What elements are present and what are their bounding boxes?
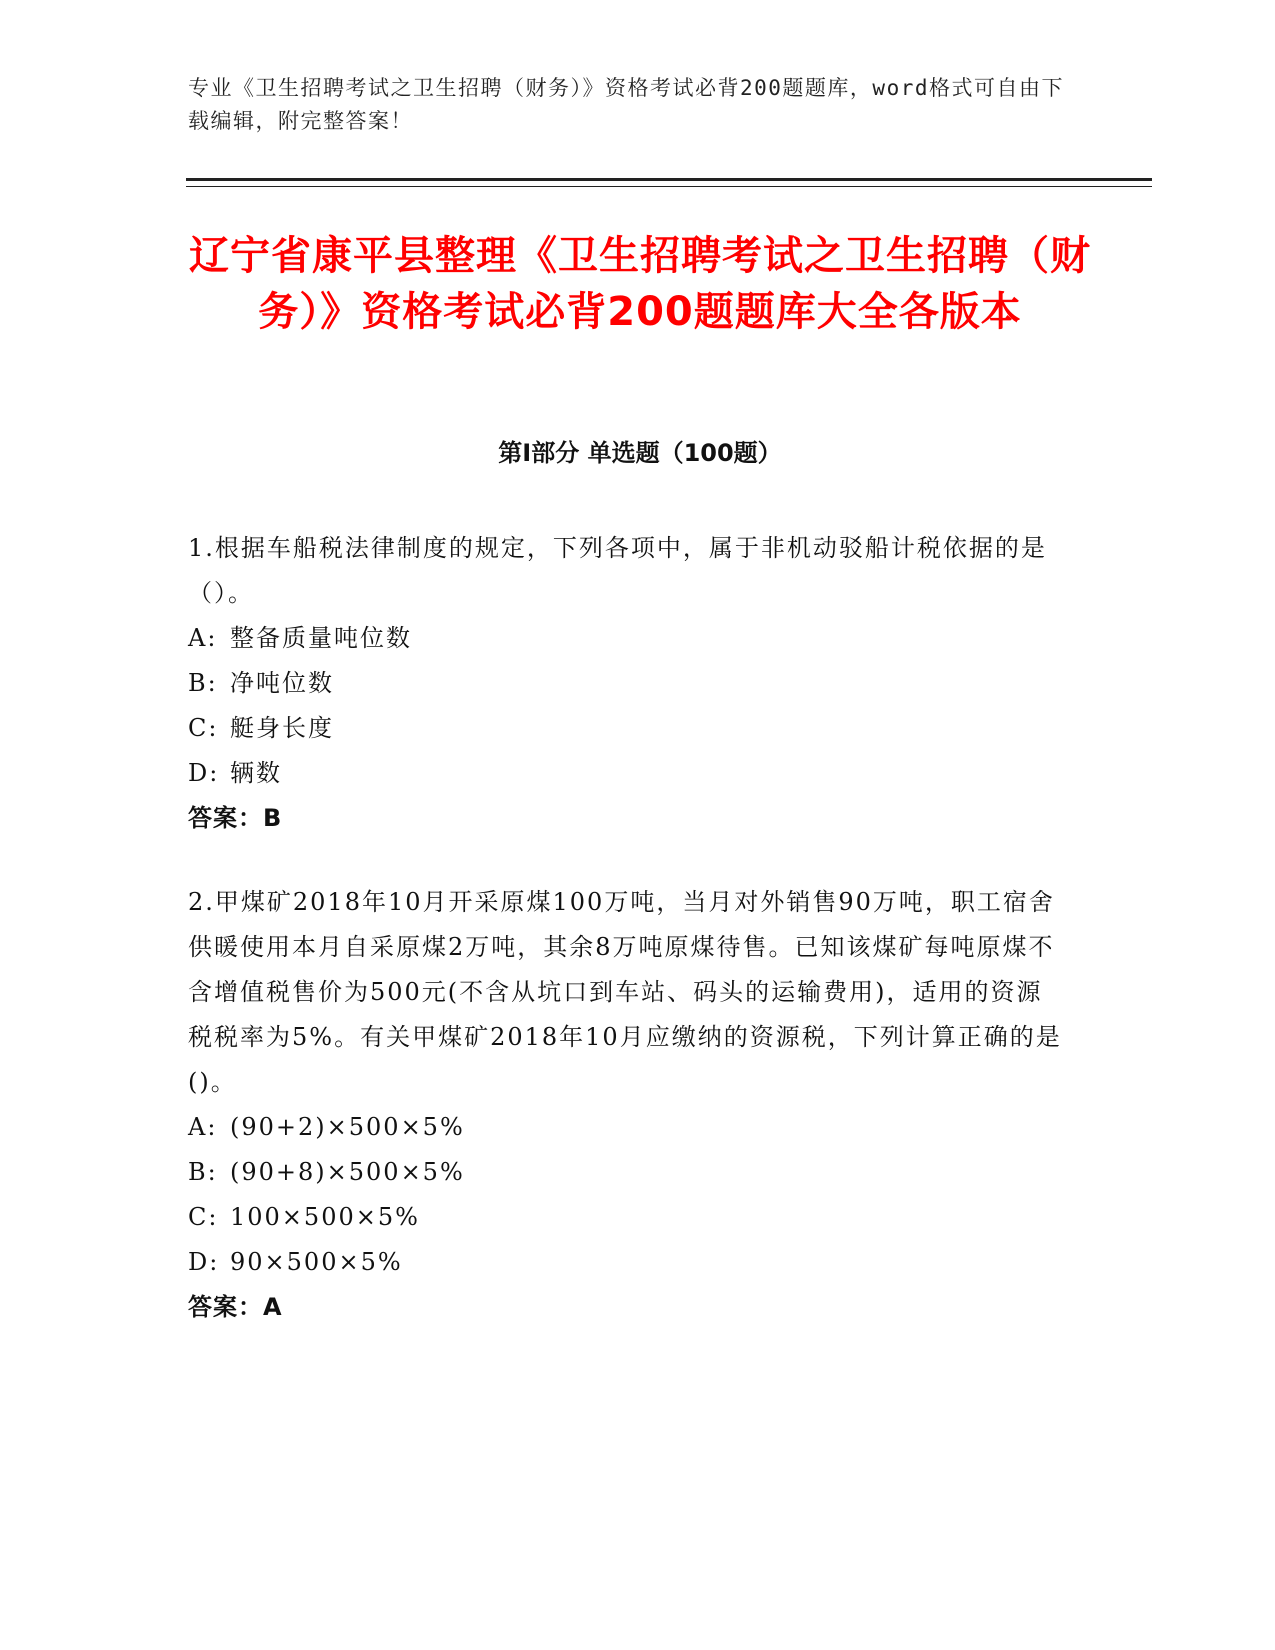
option-d — [188, 751, 1068, 796]
option-b — [188, 1150, 1068, 1195]
header-rule-thick — [186, 178, 1152, 181]
option-text: 艇身长度 — [230, 714, 334, 742]
option-d — [188, 1240, 1068, 1285]
option-label: A: — [188, 624, 218, 652]
option-text: 净吨位数 — [230, 669, 334, 697]
option-label: A: — [188, 1113, 218, 1141]
answer: 答案：A — [188, 1293, 283, 1321]
option-text: 90×500×5% — [230, 1248, 403, 1276]
question-stem: 2.甲煤矿2018年10月开采原煤100万吨，当月对外销售90万吨，职工宿舍供暖使用本月自采原煤2万吨，其余8万吨原煤待售。已知该煤矿每吨原煤不含增值税售价为500元(不含从坑口到车站、码头的运输费用)，适用的资源税税率为5%。有关甲煤矿2018年10月应缴纳的资源税，下列计算正确的是()。 — [188, 888, 1062, 1096]
option-b — [188, 661, 1068, 706]
question-stem: 1.根据车船税法律制度的规定，下列各项中，属于非机动驳船计税依据的是（）。 — [188, 534, 1047, 607]
option-label: D: — [188, 1248, 220, 1276]
document-title: 辽宁省康平县整理《卫生招聘考试之卫生招聘（财务）》资格考试必背200题题库大全各版本 — [189, 233, 1091, 335]
answer: 答案：B — [188, 804, 283, 832]
section-title: 第I部分 单选题（100题） — [498, 439, 782, 467]
option-text: 辆数 — [230, 759, 282, 787]
option-label: C: — [188, 714, 219, 742]
option-a — [188, 616, 1068, 661]
option-text: 整备质量吨位数 — [230, 624, 412, 652]
option-a — [188, 1105, 1068, 1150]
option-label: B: — [188, 669, 218, 697]
option-text: 100×500×5% — [230, 1203, 420, 1231]
header-note: 专业《卫生招聘考试之卫生招聘（财务）》资格考试必背200题题库，word格式可自由下载编辑，附完整答案！ — [188, 76, 1064, 133]
question-1 — [188, 526, 1068, 841]
option-text: (90+8)×500×5% — [230, 1158, 465, 1186]
option-label: D: — [188, 759, 220, 787]
option-text: (90+2)×500×5% — [230, 1113, 465, 1141]
header-rule-thin — [186, 186, 1152, 187]
option-c — [188, 1195, 1068, 1240]
question-2 — [188, 880, 1068, 1330]
option-label: C: — [188, 1203, 219, 1231]
option-c — [188, 706, 1068, 751]
option-label: B: — [188, 1158, 218, 1186]
